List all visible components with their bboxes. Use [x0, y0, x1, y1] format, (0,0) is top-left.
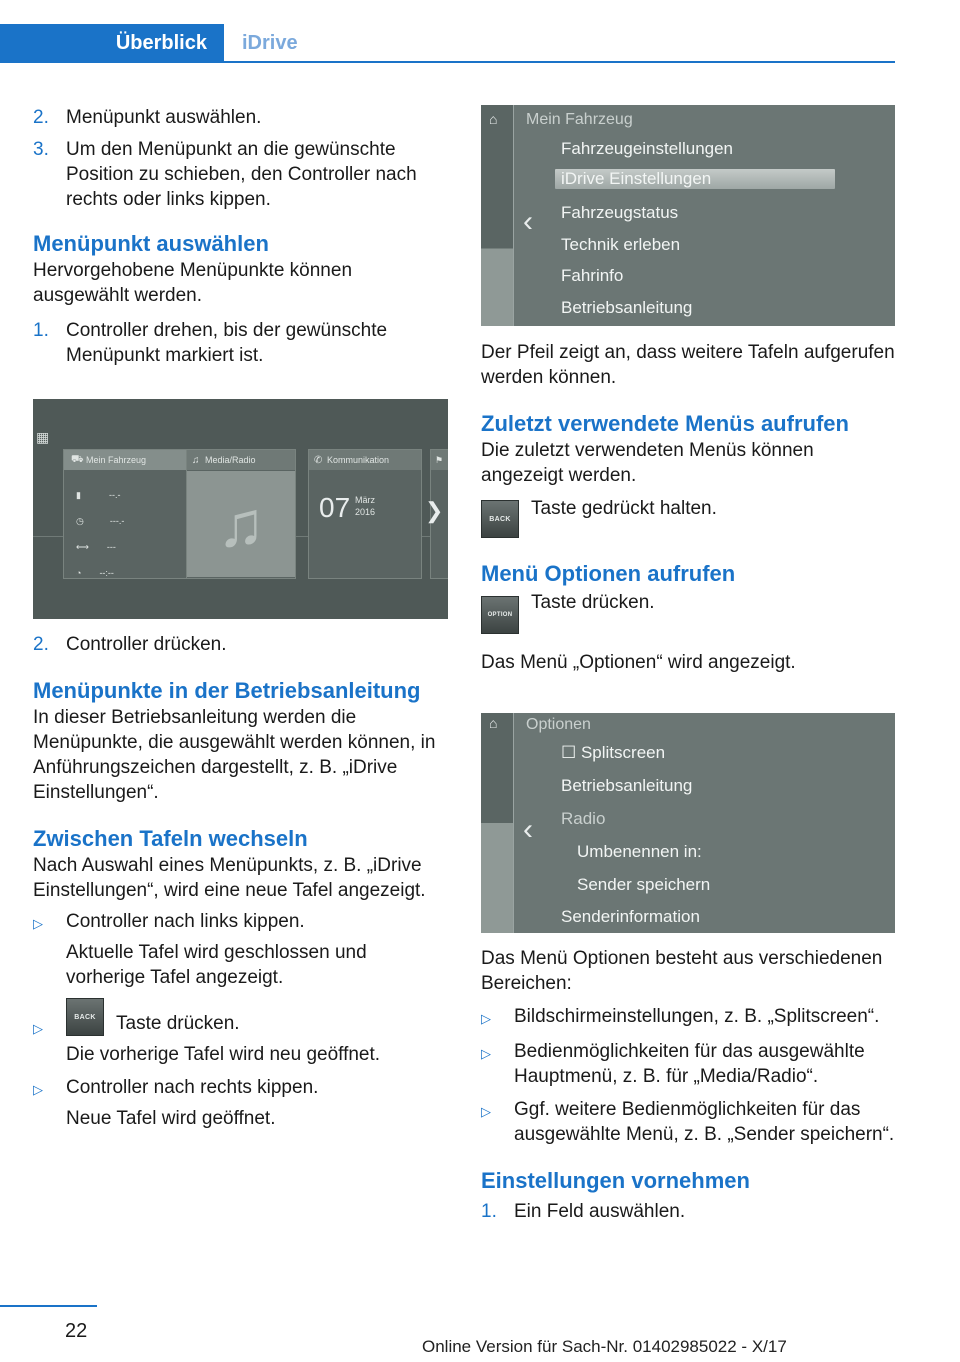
- paragraph: Das Menü „Optionen“ wird angezeigt.: [481, 652, 796, 673]
- step-number: 1.: [481, 1201, 497, 1222]
- side-strip: [481, 105, 514, 326]
- paragraph: Nach Auswahl eines Menüpunkts, z. B. „iDrive Einstellungen“, wird eine neue Tafel angezeigt.: [33, 855, 426, 901]
- section-heading: Menü Optionen aufrufen: [481, 561, 736, 586]
- menu-item: Fahrzeugstatus: [561, 203, 679, 222]
- panel-header: [431, 450, 448, 470]
- step-number: 2.: [33, 107, 49, 128]
- speed-icon: ◷: [76, 516, 84, 526]
- menu-screenshot-mein-fahrzeug: [481, 105, 895, 326]
- menu-title: Mein Fahrzeug: [526, 111, 633, 128]
- chevron-right-icon: ❯: [425, 498, 444, 523]
- menu-item: Senderinformation: [561, 907, 700, 926]
- left-column-lower: [33, 632, 448, 1131]
- bullet-text: Ggf. weitere Bedienmöglichkeiten für das ausgewählte Menü, z. B. „Sender speichern“.: [514, 1099, 895, 1145]
- chevron-left-icon: ‹: [523, 205, 533, 238]
- menu-item: Fahrzeugeinstellungen: [561, 139, 734, 158]
- paragraph: Die zuletzt verwendeten Menüs können angezeigt werden.: [481, 440, 814, 486]
- panel-kommunikation: [308, 449, 422, 579]
- list-item: [33, 105, 448, 130]
- section-heading: Menüpunkt auswählen: [33, 231, 269, 256]
- panel-header: [187, 450, 295, 470]
- bullet-text: Controller nach links kippen.: [66, 911, 305, 932]
- step-text: Menüpunkt auswählen.: [66, 107, 262, 128]
- side-strip: [481, 713, 514, 933]
- list-item: [481, 1199, 895, 1224]
- date-month-year: [355, 494, 375, 518]
- nav-icon: ⚑: [435, 454, 444, 465]
- menu-screenshot-optionen: [481, 713, 895, 933]
- step-text: Controller drücken.: [66, 634, 227, 655]
- list-item: [33, 318, 448, 368]
- car-icon: ⛟: [71, 453, 84, 465]
- date-month: März: [355, 495, 375, 505]
- option-key-icon: OPTION: [481, 596, 519, 634]
- list-item: [33, 909, 448, 990]
- header-rule: [0, 61, 895, 63]
- list-item: [481, 1039, 895, 1089]
- footer-online-version: Online Version für Sach-Nr. 01402985022 - X/17: [422, 1337, 787, 1356]
- status-value: ---.-: [109, 516, 125, 526]
- status-value: ---: [106, 542, 116, 552]
- menu-item: ☐ Splitscreen: [561, 743, 666, 762]
- status-value: --:--: [99, 568, 114, 578]
- page-number: 22: [65, 1320, 88, 1342]
- section-heading: Menüpunkte in der Betriebsanleitung: [33, 678, 421, 703]
- paragraph: Der Pfeil zeigt an, dass weitere Tafeln aufgerufen werden können.: [481, 342, 895, 388]
- dashboard-screenshot: [33, 399, 448, 619]
- paragraph: Das Menü Optionen besteht aus verschiedenen Bereichen:: [481, 948, 883, 994]
- list-item: [33, 998, 448, 1067]
- triangle-bullet-icon: ▷: [481, 1104, 491, 1119]
- menu-item: Sender speichern: [577, 875, 711, 894]
- panel-partial: [425, 449, 448, 579]
- paragraph: In dieser Betriebsanleitung werden die Menüpunkte, die ausgewählt werden können, in Anführungszeichen dargestellt, z. B. „iDrive Einstellungen“.: [33, 707, 436, 803]
- triangle-bullet-icon: ▷: [33, 1021, 43, 1036]
- home-icon: ⌂: [489, 715, 498, 731]
- range-icon: ⟷: [76, 542, 89, 552]
- menu-item: Technik erleben: [561, 235, 681, 254]
- triangle-bullet-icon: ▷: [33, 1082, 43, 1097]
- panel-title: Media/Radio: [205, 455, 256, 465]
- chevron-left-icon: ‹: [523, 813, 533, 846]
- menu-item: Fahrinfo: [561, 266, 624, 285]
- status-value: --.-: [108, 490, 121, 500]
- menu-item-highlighted: iDrive Einstellungen: [555, 169, 835, 189]
- menu-section-label: Radio: [561, 809, 606, 828]
- fuel-icon: ▮: [76, 490, 81, 500]
- instruction: Taste drücken.: [531, 592, 655, 613]
- list-item: [33, 137, 448, 212]
- bullet-subtext: Aktuelle Tafel wird geschlossen und vorherige Tafel angezeigt.: [66, 942, 367, 988]
- menu-item: Umbenennen in:: [577, 842, 702, 861]
- home-icon: ⌂: [489, 111, 498, 127]
- step-number: 1.: [33, 320, 49, 341]
- grid-icon: ▦: [36, 429, 50, 445]
- step-text: Um den Menüpunkt an die gewünschte Position zu schieben, den Controller nach rechts oder links kippen.: [66, 139, 417, 210]
- list-item: [481, 1004, 895, 1031]
- section-heading: Zuletzt verwendete Menüs aufrufen: [481, 411, 849, 436]
- clock-icon: ◔: [76, 568, 82, 578]
- bullet-subtext: Die vorherige Tafel wird neu geöffnet.: [66, 1044, 381, 1065]
- footer-rule: [0, 1305, 97, 1307]
- menu-item: Betriebsanleitung: [561, 776, 693, 795]
- date-day: 07: [319, 492, 351, 523]
- menu-title: Optionen: [526, 716, 591, 733]
- section-heading: Einstellungen vornehmen: [481, 1168, 750, 1193]
- bullet-text: Bildschirmeinstellungen, z. B. „Splitscreen“.: [514, 1006, 880, 1027]
- list-item: [481, 1097, 895, 1147]
- bullet-text: Controller nach rechts kippen.: [66, 1077, 319, 1098]
- paragraph: Hervorgehobene Menüpunkte können ausgewählt werden.: [33, 260, 353, 306]
- list-item: [33, 632, 448, 657]
- triangle-bullet-icon: ▷: [481, 1011, 491, 1026]
- panel-title: Mein Fahrzeug: [86, 455, 147, 465]
- triangle-bullet-icon: ▷: [33, 916, 43, 931]
- step-number: 3.: [33, 139, 49, 160]
- phone-icon: ✆: [314, 454, 323, 466]
- bullet-text: Taste drücken.: [116, 1013, 240, 1034]
- step-text: Controller drehen, bis der gewünschte Menüpunkt markiert ist.: [66, 320, 388, 366]
- left-column: [33, 105, 448, 368]
- panel-header: [309, 450, 421, 470]
- step-text: Ein Feld auswählen.: [514, 1201, 686, 1222]
- back-key-icon: BACK: [66, 998, 104, 1036]
- back-key-icon: BACK: [481, 500, 519, 538]
- menu-item: Betriebsanleitung: [561, 298, 693, 317]
- date-year: 2016: [355, 507, 376, 517]
- music-note-icon: ♫: [192, 454, 200, 466]
- right-column-lower: [481, 946, 895, 1224]
- key-row-back: [481, 496, 895, 552]
- key-row-option: [481, 590, 895, 640]
- section-heading: Zwischen Tafeln wechseln: [33, 826, 308, 851]
- music-note-icon: ♫: [187, 471, 295, 577]
- status-rows: [76, 482, 124, 586]
- right-column-text: [481, 340, 895, 675]
- panel-title: Kommunikation: [327, 455, 390, 465]
- list-item: [33, 1075, 448, 1131]
- step-number: 2.: [33, 634, 49, 655]
- panel-media-radio: [186, 449, 296, 579]
- triangle-bullet-icon: ▷: [481, 1046, 491, 1061]
- instruction: Taste gedrückt halten.: [531, 498, 717, 519]
- bullet-subtext: Neue Tafel wird geöffnet.: [66, 1108, 276, 1129]
- tab-ueberblick[interactable]: Überblick: [0, 24, 224, 62]
- tab-idrive[interactable]: iDrive: [242, 31, 298, 54]
- bullet-text: Bedienmöglichkeiten für das ausgewählte Hauptmenü, z. B. für „Media/Radio“.: [514, 1041, 865, 1087]
